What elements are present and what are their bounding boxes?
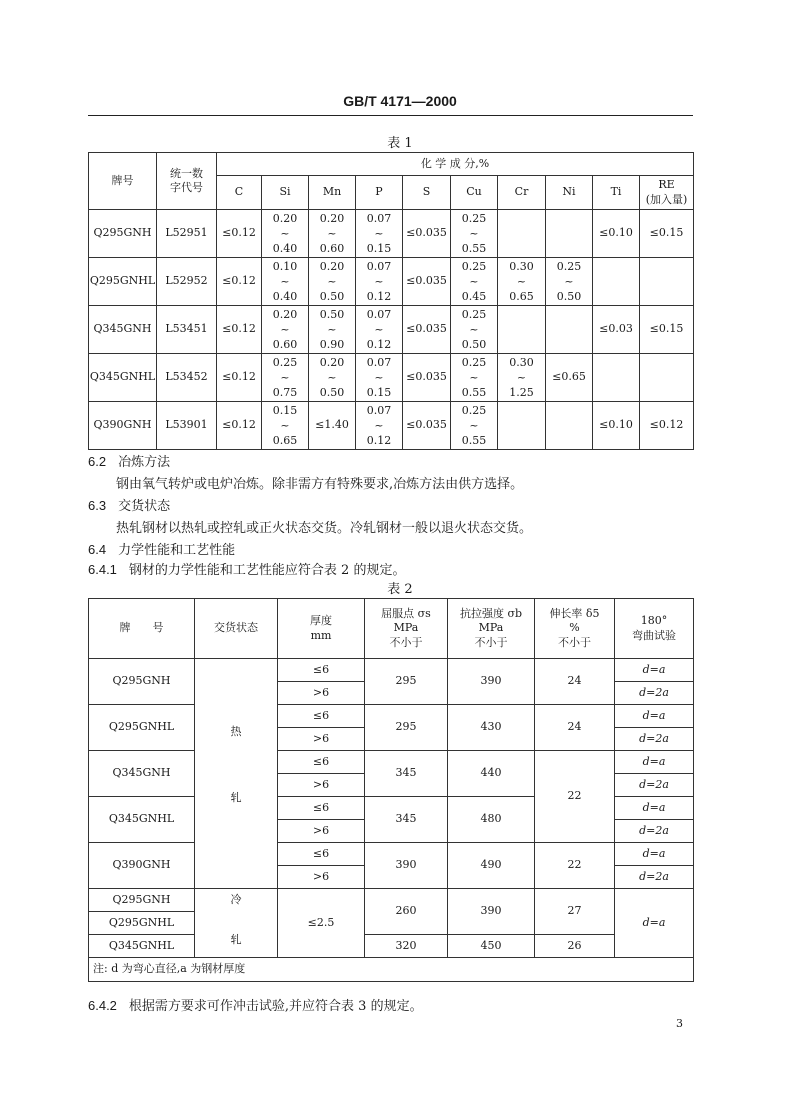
t1-cell: [356, 306, 403, 354]
t1-cell-part: ~: [280, 323, 290, 336]
t1-cell-part: 0.15: [272, 404, 298, 417]
t2-brand: Q295GNH: [89, 889, 195, 912]
t2-bend: d=2a: [615, 866, 694, 889]
t1-cell-part: 0.40: [272, 290, 298, 303]
t1-cell-part: ~: [469, 275, 479, 288]
t1-cell: [309, 354, 356, 402]
t1-cell-part: ~: [469, 227, 479, 240]
t2-brand: Q295GNHL: [89, 705, 195, 751]
section-6-2: [88, 451, 708, 470]
t1-cell-part: 0.50: [319, 386, 345, 399]
t1-cell-part: ~: [374, 323, 384, 336]
t1-el: Cr: [498, 176, 546, 210]
t1-cell-part: ~: [516, 371, 527, 384]
t1-cell-part: 0.55: [461, 434, 487, 447]
t1-cell-part: 0.25: [461, 212, 487, 225]
t1-el: Mn: [309, 176, 356, 210]
t1-cell-part: ~: [469, 323, 479, 336]
t1-cell: ≤0.10: [593, 210, 640, 258]
t1-cell-part: 0.25: [461, 404, 487, 417]
t1-cell: [498, 402, 546, 450]
section-number: 6.2: [88, 454, 107, 469]
t2-elongation: 24: [535, 659, 615, 705]
t1-cell: [546, 210, 593, 258]
table1-caption: 表 1: [387, 136, 413, 151]
t2-bend: d=2a: [615, 820, 694, 843]
t1-cell-part: 0.07: [366, 404, 392, 417]
t1-cell-part: ~: [564, 275, 574, 288]
t1-header-chem: 化 学 成 分,%: [217, 153, 694, 176]
t1-header-brand: 牌号: [89, 153, 157, 210]
t1-cell: [593, 354, 640, 402]
t1-cell: ≤0.12: [217, 306, 262, 354]
t1-cell: [640, 258, 694, 306]
section-title: 交货状态: [118, 499, 171, 514]
t1-cell: ≤0.10: [593, 402, 640, 450]
t1-cell-part: ~: [516, 275, 527, 288]
t1-brand: Q295GNHL: [89, 258, 157, 306]
t1-cell: ≤0.12: [217, 354, 262, 402]
t1-code: L53901: [157, 402, 217, 450]
section-title: 力学性能和工艺性能: [118, 543, 236, 558]
t1-code: L52952: [157, 258, 217, 306]
section-6-3: [88, 495, 708, 514]
t1-cell: ≤0.03: [593, 306, 640, 354]
t1-cell-part: 0.75: [272, 386, 298, 399]
t2-yield: 260: [365, 889, 448, 935]
t1-cell: ≤0.12: [640, 402, 694, 450]
t2-header-elongation: 伸长率 δ5 % 不小于: [535, 599, 615, 659]
section-number: 6.4: [88, 542, 107, 557]
section-text: 钢材的力学性能和工艺性能应符合表 2 的规定。: [128, 563, 406, 578]
t1-cell-part: 0.25: [461, 308, 487, 321]
t1-cell-part: 0.45: [461, 290, 487, 303]
t2-bend: d=a: [615, 889, 694, 958]
table2-mechanical-properties: [88, 598, 694, 982]
t1-cell-part: ~: [327, 323, 337, 336]
t1-code: L53451: [157, 306, 217, 354]
t2-bend: d=a: [615, 705, 694, 728]
t1-cell-part: ~: [280, 227, 290, 240]
cold-char-2: 轧: [230, 933, 242, 946]
t1-cell-part: 1.25: [509, 386, 534, 399]
t1-cell: ≤0.15: [640, 306, 694, 354]
t1-cell-part: 0.12: [366, 290, 392, 303]
t2-state-cold: [195, 889, 278, 958]
t1-cell-part: 0.25: [461, 356, 487, 369]
t1-cell-part: 0.55: [461, 242, 487, 255]
t1-cell-part: ~: [280, 371, 290, 384]
t1-cell: ≤0.035: [403, 306, 451, 354]
t1-el: Ti: [593, 176, 640, 210]
document-header: GB/T 4171—2000: [343, 93, 457, 109]
cold-char-1: 冷: [230, 893, 242, 906]
t1-cell-part: ~: [280, 419, 290, 432]
t2-yield: 345: [365, 751, 448, 797]
t2-elongation: 26: [535, 935, 615, 958]
t1-cell: ≤0.15: [640, 210, 694, 258]
t2-header-bend: 180° 弯曲试验: [615, 599, 694, 659]
t1-cell-part: 0.10: [272, 260, 298, 273]
t2-thickness: ≤6: [278, 843, 365, 866]
t1-cell-part: ~: [374, 419, 384, 432]
page-number: 3: [676, 1017, 683, 1030]
t1-code: L53452: [157, 354, 217, 402]
t2-thickness: >6: [278, 820, 365, 843]
t2-bend: d=a: [615, 843, 694, 866]
t1-cell: [546, 306, 593, 354]
t2-thickness: ≤6: [278, 659, 365, 682]
t1-cell-part: ~: [327, 371, 337, 384]
t1-brand: Q345GNH: [89, 306, 157, 354]
t2-header-thickness: 厚度 mm: [278, 599, 365, 659]
t2-tensile: 440: [448, 751, 535, 797]
section-number: 6.3: [88, 498, 107, 513]
t1-el: C: [217, 176, 262, 210]
t1-header-code: 统一数 字代号: [157, 153, 217, 210]
t1-cell-part: 0.25: [461, 260, 487, 273]
t1-cell: [546, 258, 593, 306]
t2-elongation: 22: [535, 751, 615, 843]
t2-header-state: 交货状态: [195, 599, 278, 659]
t1-cell-part: 0.50: [556, 290, 582, 303]
t1-cell-part: 0.50: [319, 290, 345, 303]
t2-note: 注: d 为弯心直径,a 为钢材厚度: [89, 958, 694, 982]
t1-el: S: [403, 176, 451, 210]
section-6-4-2: [88, 995, 708, 1014]
t2-thickness: >6: [278, 728, 365, 751]
t1-cell: ≤0.65: [546, 354, 593, 402]
t1-cell-part: 0.12: [366, 434, 392, 447]
t1-cell: [451, 354, 498, 402]
t1-cell-part: ~: [469, 371, 479, 384]
t1-cell-part: ~: [327, 275, 337, 288]
t1-cell: [451, 306, 498, 354]
t2-yield: 345: [365, 797, 448, 843]
t1-cell-part: 0.65: [272, 434, 298, 447]
t1-cell-part: 0.25: [556, 260, 582, 273]
t2-bend: d=2a: [615, 682, 694, 705]
t1-cell-part: 0.90: [319, 338, 345, 351]
t1-cell-part: 0.25: [272, 356, 298, 369]
table2-caption: 表 2: [387, 582, 413, 597]
t2-brand: Q390GNH: [89, 843, 195, 889]
t1-cell: [356, 402, 403, 450]
t2-yield: 320: [365, 935, 448, 958]
t1-cell: [356, 258, 403, 306]
t2-tensile: 390: [448, 659, 535, 705]
t1-cell-part: ~: [374, 227, 384, 240]
t1-cell-part: ~: [280, 275, 290, 288]
t1-cell-part: 0.07: [366, 308, 392, 321]
t2-header-yield: 屈服点 σs MPa 不小于: [365, 599, 448, 659]
t1-cell: [309, 258, 356, 306]
section-6-4: [88, 539, 708, 558]
t2-tensile: 490: [448, 843, 535, 889]
t1-cell: [640, 354, 694, 402]
t2-brand: Q295GNHL: [89, 912, 195, 935]
t1-cell: [356, 210, 403, 258]
t1-el: Si: [262, 176, 309, 210]
t1-cell: [262, 258, 309, 306]
t2-thickness: ≤6: [278, 797, 365, 820]
t2-brand: Q295GNH: [89, 659, 195, 705]
t1-cell: [593, 258, 640, 306]
t1-cell-part: 0.30: [509, 356, 534, 369]
t1-brand: Q390GNH: [89, 402, 157, 450]
t2-bend: d=a: [615, 659, 694, 682]
t1-cell-part: 0.50: [461, 338, 487, 351]
t2-thickness: ≤2.5: [278, 889, 365, 958]
t1-cell: ≤0.12: [217, 258, 262, 306]
t2-brand: Q345GNHL: [89, 935, 195, 958]
t2-yield: 295: [365, 705, 448, 751]
t2-elongation: 24: [535, 705, 615, 751]
header-rule: [88, 115, 693, 116]
t1-cell-part: 0.20: [319, 356, 345, 369]
table1-chemical-composition: [88, 152, 694, 450]
t1-cell-part: ~: [374, 275, 384, 288]
t2-tensile: 390: [448, 889, 535, 935]
t1-cell: ≤1.40: [309, 402, 356, 450]
t1-cell-part: 0.30: [509, 260, 534, 273]
t1-cell-part: 0.12: [366, 338, 392, 351]
t1-cell: [309, 210, 356, 258]
t1-cell-part: ~: [469, 419, 479, 432]
t1-el: P: [356, 176, 403, 210]
t1-cell-part: 0.07: [366, 356, 392, 369]
t1-cell: [262, 402, 309, 450]
t2-thickness: ≤6: [278, 705, 365, 728]
hot-char-1: 热: [230, 725, 242, 738]
t2-tensile: 450: [448, 935, 535, 958]
t1-cell: ≤0.12: [217, 210, 262, 258]
t1-cell: [498, 354, 546, 402]
t1-cell-part: ~: [374, 371, 384, 384]
t1-code: L52951: [157, 210, 217, 258]
t2-header-tensile: 抗拉强度 σb MPa 不小于: [448, 599, 535, 659]
t1-cell: [262, 354, 309, 402]
t1-cell-part: 0.20: [319, 260, 345, 273]
t1-cell: [309, 306, 356, 354]
t1-brand: Q345GNHL: [89, 354, 157, 402]
t1-cell-part: ~: [327, 227, 337, 240]
t1-cell: [356, 354, 403, 402]
t2-bend: d=2a: [615, 728, 694, 751]
t2-elongation: 27: [535, 889, 615, 935]
t1-cell-part: 0.15: [366, 386, 392, 399]
t2-bend: d=a: [615, 797, 694, 820]
t1-cell: [546, 402, 593, 450]
t1-cell-part: 0.15: [366, 242, 392, 255]
section-6-2-text: 钢由氧气转炉或电炉冶炼。除非需方有特殊要求,冶炼方法由供方选择。: [116, 477, 524, 492]
section-title: 冶炼方法: [118, 455, 171, 470]
section-6-3-text: 热轧钢材以热轧或控轧或正火状态交货。冷轧钢材一般以退火状态交货。: [116, 521, 533, 536]
t1-brand: Q295GNH: [89, 210, 157, 258]
section-text: 根据需方要求可作冲击试验,并应符合表 3 的规定。: [128, 999, 423, 1014]
t2-thickness: ≤6: [278, 751, 365, 774]
t1-cell: [498, 306, 546, 354]
section-6-4-1: [88, 559, 708, 578]
t2-tensile: 430: [448, 705, 535, 751]
t1-cell: ≤0.035: [403, 354, 451, 402]
t1-cell: [498, 258, 546, 306]
t1-cell-part: 0.40: [272, 242, 298, 255]
t1-el: Ni: [546, 176, 593, 210]
t1-el: RE (加入量): [640, 176, 694, 210]
t1-cell-part: 0.20: [272, 212, 298, 225]
t1-cell-part: 0.60: [319, 242, 345, 255]
t2-yield: 390: [365, 843, 448, 889]
t2-state-hot: [195, 659, 278, 889]
t1-el: Cu: [451, 176, 498, 210]
t1-cell-part: 0.50: [319, 308, 345, 321]
hot-char-2: 轧: [230, 791, 242, 804]
t1-cell: ≤0.035: [403, 402, 451, 450]
t2-yield: 295: [365, 659, 448, 705]
t2-thickness: >6: [278, 774, 365, 797]
t2-thickness: >6: [278, 682, 365, 705]
t2-brand: Q345GNHL: [89, 797, 195, 843]
section-number: 6.4.2: [88, 998, 117, 1013]
t2-bend: d=2a: [615, 774, 694, 797]
t1-cell-part: 0.65: [509, 290, 534, 303]
t2-header-brand: 牌 号: [89, 599, 195, 659]
t1-cell: ≤0.035: [403, 210, 451, 258]
t1-cell-part: 0.55: [461, 386, 487, 399]
t1-cell: [451, 402, 498, 450]
t1-cell-part: 0.07: [366, 260, 392, 273]
t1-cell-part: 0.07: [366, 212, 392, 225]
section-number: 6.4.1: [88, 562, 117, 577]
t2-tensile: 480: [448, 797, 535, 843]
t1-cell-part: 0.20: [319, 212, 345, 225]
t2-elongation: 22: [535, 843, 615, 889]
t1-cell: [498, 210, 546, 258]
t1-cell: [451, 210, 498, 258]
t1-cell: [451, 258, 498, 306]
t1-cell: ≤0.12: [217, 402, 262, 450]
t2-bend: d=a: [615, 751, 694, 774]
t2-thickness: >6: [278, 866, 365, 889]
t1-cell: [262, 306, 309, 354]
t1-cell-part: 0.60: [272, 338, 298, 351]
t1-cell: ≤0.035: [403, 258, 451, 306]
t2-brand: Q345GNH: [89, 751, 195, 797]
t1-cell: [262, 210, 309, 258]
t1-cell-part: 0.20: [272, 308, 298, 321]
